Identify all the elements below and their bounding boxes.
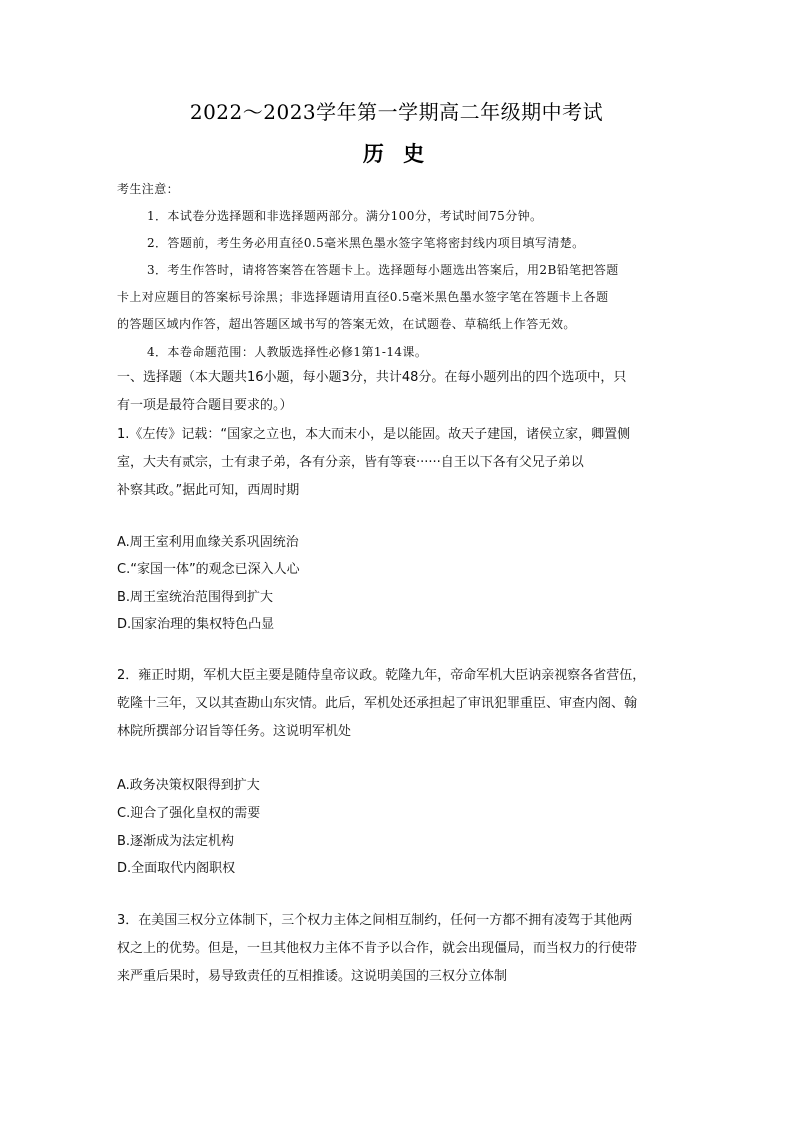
question-2-text: 乾隆十三年，又以其查勘山东灾情。此后，军机处还承担起了审讯犯罪重臣、审查内阁、翰 (117, 696, 638, 711)
question-2-text: 2．雍正时期，军机大臣主要是随侍皇帝议政。乾隆九年，帝命军机大臣讷亲视察各省营伍， (117, 668, 646, 683)
question-1-text: 1.《左传》记载：“国家之立也，本大而末小，是以能固。故天子建国，诸侯立家，卿置侧 (117, 427, 631, 442)
notice-line: 3．考生作答时，请将答案答在答题卡上。选择题每小题选出答案后，用2B铅笔把答题 (147, 263, 619, 277)
question-2-text: 林院所撰部分诏旨等任务。这说明军机处 (117, 724, 352, 739)
question-1-text: 补察其政。”据此可知，西周时期 (117, 483, 300, 498)
question-3-text: 权之上的优势。但是，一旦其他权力主体不肯予以合作，就会出现僵局，而当权力的行使带 (117, 941, 638, 956)
notice-line: 2．答题前，考生务必用直径0.5毫米黑色墨水签字笔将密封线内项目填写清楚。 (147, 236, 585, 250)
exam-title: 2022～2023学年第一学期高二年级期中考试 (189, 100, 604, 124)
question-1-option-c[interactable]: C.“家国一体”的观念已深入人心 (117, 562, 300, 577)
question-2-option-c[interactable]: C.迎合了强化皇权的需要 (117, 806, 261, 821)
subject-title: 历 史 (362, 141, 431, 166)
section-heading: 有一项是最符合题目要求的。） (117, 398, 293, 413)
question-1-option-d[interactable]: D.国家治理的集权特色凸显 (117, 617, 275, 632)
section-heading: 一、选择题（本大题共16小题，每小题3分，共计48分。在每小题列出的四个选项中，只 (117, 370, 627, 385)
question-3-text: 来严重后果时，易导致责任的互相推诿。这说明美国的三权分立体制 (117, 969, 508, 984)
notice-line: 卡上对应题目的答案标号涂黑；非选择题请用直径0.5毫米黑色墨水签字笔在答题卡上各题 (117, 290, 609, 304)
question-2-option-b[interactable]: B.逐渐成为法定机构 (117, 834, 235, 849)
notice-heading: 考生注意： (117, 182, 180, 196)
question-1-option-b[interactable]: B.周王室统治范围得到扩大 (117, 590, 274, 605)
notice-line: 4．本卷命题范围：人教版选择性必修1第1-14课。 (147, 345, 428, 359)
question-1-text: 室，大夫有贰宗，士有隶子弟，各有分亲，皆有等衰······自王以下各有父兄子弟以 (117, 455, 584, 470)
question-2-option-a[interactable]: A.政务决策权限得到扩大 (117, 778, 260, 793)
question-3-text: 3．在美国三权分立体制下，三个权力主体之间相互制约，任何一方都不拥有凌驾于其他两 (117, 913, 633, 928)
question-1-option-a[interactable]: A.周王室利用血缘关系巩固统治 (117, 535, 299, 550)
question-2-option-d[interactable]: D.全面取代内阁职权 (117, 861, 236, 876)
notice-line: 1．本试卷分选择题和非选择题两部分。满分100分，考试时间75分钟。 (147, 209, 543, 223)
notice-line: 的答题区域内作答，超出答题区域书写的答案无效，在试题卷、草稿纸上作答无效。 (117, 317, 576, 331)
